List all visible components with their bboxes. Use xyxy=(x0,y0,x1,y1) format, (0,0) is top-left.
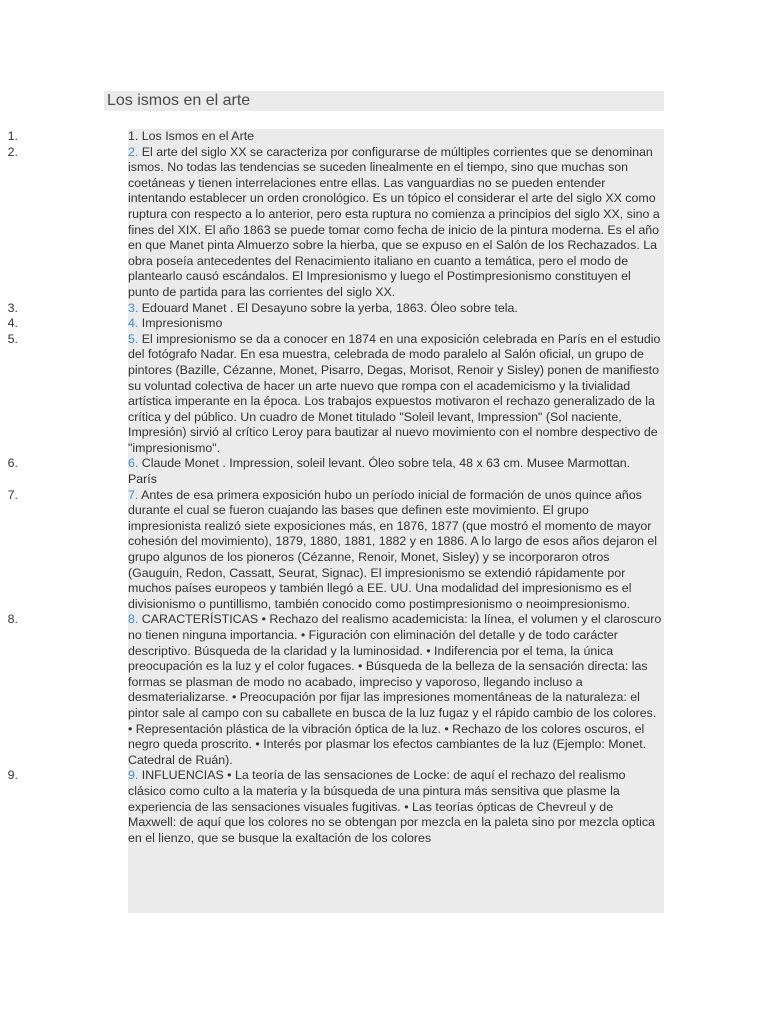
list-item xyxy=(7,316,664,332)
list-item-number-gutter xyxy=(0,768,128,784)
list-item-text: Impresionismo xyxy=(138,316,223,331)
title-bar xyxy=(104,91,664,111)
list-item-number: 3. xyxy=(7,300,18,315)
list-item-number: 6. xyxy=(7,456,18,471)
list-item-number: 4. xyxy=(7,316,18,331)
list-item-number-gutter xyxy=(0,145,128,161)
list-item-number: 5. xyxy=(7,331,18,346)
list-item-text: Antes de esa primera exposición hubo un período inicial de formación de unos quince años durante el cual se fueron cuajando las bases que definen este movimiento. El grupo impresionista realizó siete exposiciones más, en 1876, 1877 (que mostró el momento de mayor cohesión del movimiento), 1879, 1880, 1881, 1882 y en 1886. A lo largo de esos años dejaron el grupo algunos de los pioneros (Cézanne, Renoir, Monet, Sisley) y se incorporaron otros (Gauguin, Redon, Cassatt, Seurat, Signac). El impresionismo se extendió rápidamente por muchos países europeos y también llegó a EE. UU. Una modalidad del impresionismo es el divisionismo o puntillismo, también conocido como postimpresionismo o neoimpresionismo. xyxy=(128,487,658,611)
slide-link[interactable]: 9. xyxy=(128,768,139,783)
list-item-number-gutter xyxy=(0,332,128,348)
page-title: Los ismos en el arte xyxy=(107,92,251,109)
list-item xyxy=(7,331,664,457)
slide-link[interactable]: 4. xyxy=(128,316,139,331)
slide-link[interactable]: 5. xyxy=(128,331,139,346)
list-item-text: Edouard Manet . El Desayuno sobre la yerba, 1863. Óleo sobre tela. xyxy=(138,300,518,315)
list-item-number: 8. xyxy=(7,612,18,627)
list-item xyxy=(7,144,664,301)
list-item-text: El impresionismo se da a conocer en 1874 en una exposición celebrada en París en el estudio del fotógrafo Nadar. En esa muestra, celebrada de modo paralelo al Salón oficial, un grupo de pintores (Bazille, Cézanne, Monet, Pisarro, Degas, Morisot, Renoir y Sisley) ponen de manifiesto su voluntad colectiva de hacer un arte nuevo que rompa con el academicismo y la tivialidad artística imperante en la época. Los trabajos expuestos motivaron el rechazo generalizado de la crítica y del público. Un cuadro de Monet titulado "Soleil levant, Impression" (Sol naciente, Impresión) sirvió al crítico Leroy para bautizar al nuevo movimiento con el nombre despectivo de "impresionismo". xyxy=(128,331,661,455)
list-item-number-gutter xyxy=(0,456,128,472)
list-item-number-gutter xyxy=(0,488,128,504)
list-item-number-gutter xyxy=(0,316,128,332)
slide-list xyxy=(7,129,664,846)
list-item-number: 9. xyxy=(7,768,18,783)
list-item-text: CARACTERÍSTICAS • Rechazo del realismo academicista: la línea, el volumen y el claroscuro no tienen ninguna importancia. • Figuración con eliminación del detalle y de todo carácter descriptivo. Búsqueda de la claridad y la luminosidad. • Indiferencia por el tema, la única preocupación es la luz y el color fugaces. • Búsqueda de la belleza de la sensación directa: las formas se plasman de modo no acabado, impreciso y vaporoso, llegando incluso a desmaterializarse. • Preocupación por fijar las impresiones momentáneas de la naturaleza: el pintor sale al campo con su caballete en busca de la luz fugaz y el rápido cambio de los colores. • Representación plástica de la vibración óptica de la luz. • Rechazo de los colores oscuros, el negro queda proscrito. • Interés por plasmar los efectos cambiantes de la luz (Ejemplo: Monet. Catedral de Ruán). xyxy=(128,612,662,767)
list-item-number: 2. xyxy=(7,144,18,159)
list-item xyxy=(7,300,664,317)
list-item-text: Claude Monet . Impression, soleil levant. Óleo sobre tela, 48 x 63 cm. Musee Marmottan. París xyxy=(128,456,631,487)
document-content xyxy=(7,129,664,913)
list-item-text: INFLUENCIAS • La teoría de las sensaciones de Locke: de aquí el rechazo del realismo clásico como culto a la materia y la búsqueda de una pintura más sensitiva que plasme la experiencia de las sensaciones visuales fugitivas. • Las teorías ópticas de Chevreul y de Maxwell: de aquí que los colores no se obtengan por mezcla en la paleta sino por mezcla optica en el lienzo, que se busque la exaltación de los colores xyxy=(128,768,655,845)
list-item-number-gutter xyxy=(0,129,128,145)
list-item xyxy=(7,456,664,487)
list-item xyxy=(7,768,664,846)
slide-link[interactable]: 7. xyxy=(128,487,139,502)
slide-link[interactable]: 3. xyxy=(128,300,139,315)
list-item-number-gutter xyxy=(0,612,128,628)
list-item xyxy=(7,129,664,145)
list-item-text: El arte del siglo XX se caracteriza por configurarse de múltiples corrientes que se denominan ismos. No todas las tendencias se suceden linealmente en el tiempo, sino que muchas son coetáneas y tienen interrelaciones entre ellas. Las vanguardias no se pueden entender intentando establecer un orden cronológico. Es un tópico el considerar el arte del siglo XX como ruptura con respecto a lo anterior, pero esta ruptura no comienza a principios del siglo XX, sino a fines del XIX. El año 1863 se puede tomar como fecha de inicio de la pintura moderna. Es el año en que Manet pinta Almuerzo sobre la hierba, que se expuso en el Salón de los Rechazados. La obra poseía antecedentes del Renacimiento italiano en cuanto a temática, pero el modo de plantearlo causó escándalos. El Impresionismo y luego el Postimpresionismo constituyen el punto de partida para las corrientes del siglo XX. xyxy=(128,144,660,299)
slide-link[interactable]: 6. xyxy=(128,456,139,471)
slide-link[interactable]: 8. xyxy=(128,612,139,627)
slide-link[interactable]: 2. xyxy=(128,144,139,159)
list-item xyxy=(7,612,664,768)
list-item-number: 7. xyxy=(7,487,18,502)
list-item-number-gutter xyxy=(0,301,128,317)
list-item xyxy=(7,487,664,613)
list-item-text: 1. Los Ismos en el Arte xyxy=(128,129,255,143)
list-item-number: 1. xyxy=(7,129,18,143)
